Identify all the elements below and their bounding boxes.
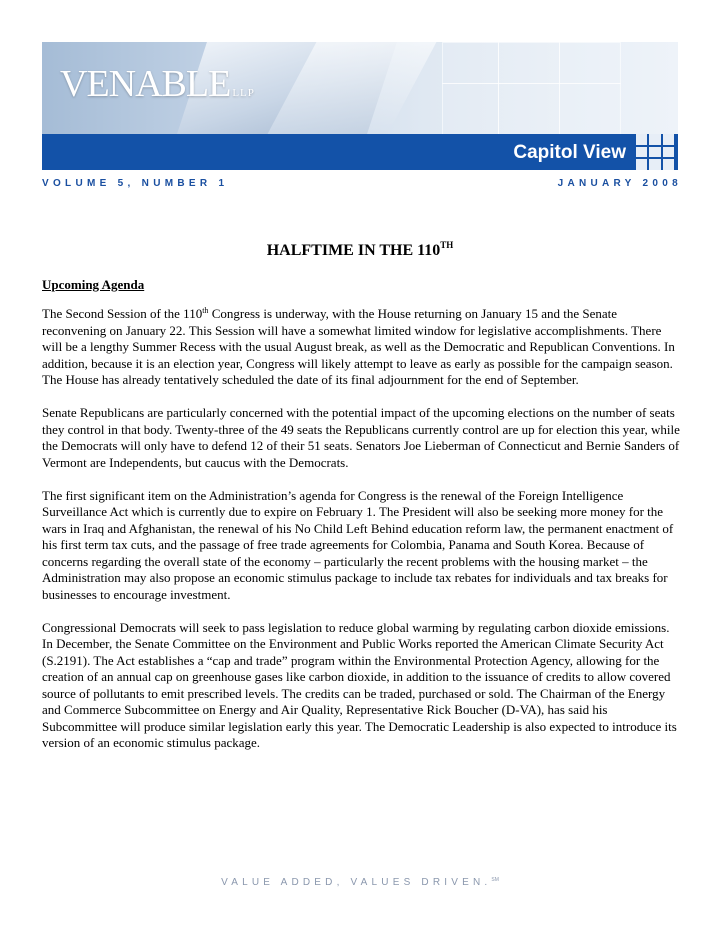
footer-tagline xyxy=(0,877,720,888)
paragraph-1 xyxy=(42,306,682,389)
paragraph-3: The first significant item on the Administration’s agenda for Congress is the renewal of the Foreign Intelligence Surveillance Act which is currently due to expire on February 1. The President will also be seeking more money for the wars in Iraq and Afghanistan, the renewal of his No Child Left Behind education reform law, the permanent enactment of his first term tax cuts, and the passage of free trade agreements for Colombia, Panama and South Korea. Because of concerns regarding the overall state of the economy – particularly the recent problems with the housing market – the Administration may also propose an economic stimulus package to include tax rebates for individuals and tax breaks for businesses to encourage investment. xyxy=(42,487,674,602)
service-mark: SM xyxy=(491,877,499,883)
banner-grid-cell xyxy=(559,42,621,84)
article-title-text: HALFTIME IN THE 110 xyxy=(266,242,441,259)
banner-grid-cell xyxy=(498,42,560,84)
article-title xyxy=(0,240,720,260)
paragraph-1-rest: Congress is underway, with the House returning on January 15 and the Senate reconvening on January 22. This Session will have a somewhat limited window for legislative accomplishments. There will be a lengthy Summer Recess with the usual August break, as well as the Democratic and Republican Conventions. In addition, because it is an election year, Congress will likely attempt to leave as early as possible for the campaign season. The House has already tentatively scheduled the date of its final adjournment for the end of September. xyxy=(42,306,675,387)
grid-logo-icon xyxy=(636,134,674,170)
paragraph-1-superscript: th xyxy=(202,306,209,315)
banner-grid-cell xyxy=(442,42,499,84)
logo-text: VENABLE xyxy=(60,63,231,105)
logo-suffix: LLP xyxy=(232,87,255,99)
issue-info-line xyxy=(42,178,682,192)
header-banner xyxy=(42,42,678,170)
banner-grid-cell xyxy=(559,83,621,135)
paragraph-4: Congressional Democrats will seek to pass legislation to reduce global warming by regulating carbon dioxide emissions. In December, the Senate Committee on the Environment and Public Works reported the American Climate Security Act (S.2191). The Act establishes a “cap and trade” program within the Environmental Protection Agency, allowing for the creation of an annual cap on greenhouse gases like carbon dioxide, in addition to the issuance of credits to allow covered source of pollutants to emit prescribed levels. The credits can be traded, purchased or sold. The Chairman of the Energy and Commerce Subcommittee on Energy and Air Quality, Representative Rick Boucher (D-VA), has said his Subcommittee will produce similar legislation early this year. The Democratic Leadership is also expected to introduce its version of an economic stimulus package. xyxy=(42,619,677,750)
article-title-superscript: TH xyxy=(440,240,454,250)
article-body xyxy=(42,306,682,768)
section-heading: Upcoming Agenda xyxy=(42,277,145,292)
paragraph-1-start: The Second Session of the 110 xyxy=(42,306,203,321)
venable-logo xyxy=(60,62,255,106)
newsletter-title: Capitol View xyxy=(513,142,626,163)
issue-date: JANUARY 2008 xyxy=(557,178,682,189)
banner-grid-cell xyxy=(442,83,499,135)
volume-label: VOLUME 5, NUMBER 1 xyxy=(42,178,229,189)
banner-grid-cell xyxy=(498,83,560,135)
tagline-text: VALUE ADDED, VALUES DRIVEN. xyxy=(221,877,492,888)
paragraph-2: Senate Republicans are particularly concerned with the potential impact of the upcoming elections on the number of seats they control in that body. Twenty-three of the 49 seats the Republicans currently control are up for election this year, while the Democrats will only have to defend 12 of their 51 seats. Senators Joe Lieberman of Connecticut and Bernie Sanders of Vermont are Independents, but caucus with the Democrats. xyxy=(42,405,680,470)
